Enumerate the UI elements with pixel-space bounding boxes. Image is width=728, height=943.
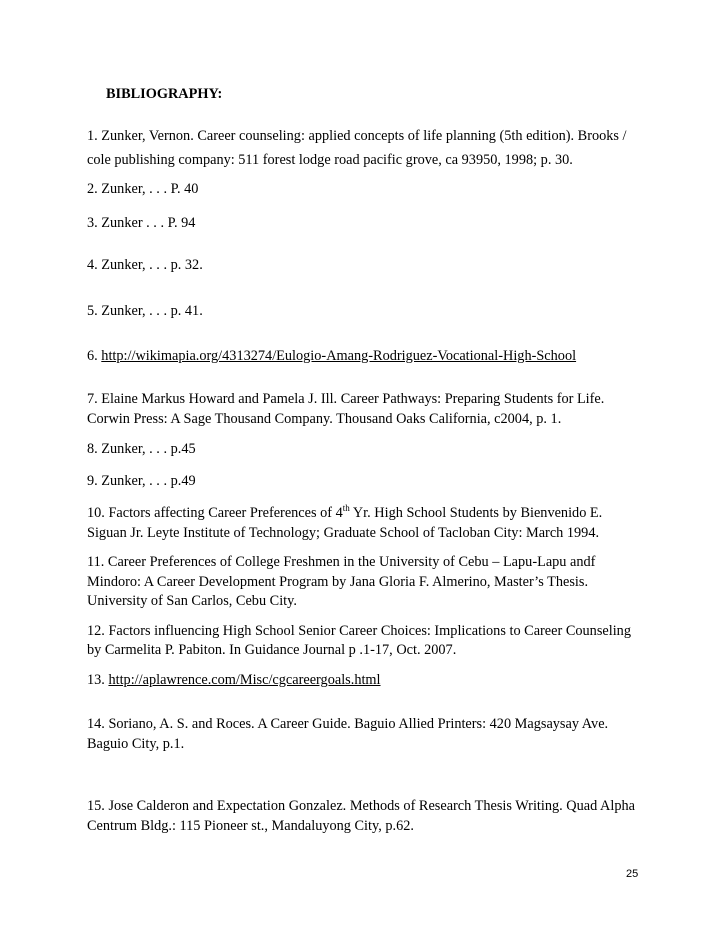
entry-3: 3. Zunker . . . P. 94 (87, 215, 196, 231)
entry-11-line-1: 11. Career Preferences of College Freshmen in the University of Cebu – Lapu-Lapu andf (87, 554, 596, 570)
entry-10-line-1 (87, 504, 602, 523)
entry-11-line-2: Mindoro: A Career Development Program by Jana Gloria F. Almerino, Master’s Thesis. (87, 574, 589, 590)
entry-10-line-2: Siguan Jr. Leyte Institute of Technology; Graduate School of Tacloban City: March 1994. (87, 525, 600, 541)
entry-15-line-2: Centrum Bldg.: 115 Pioneer st., Mandaluyong City, p.62. (87, 818, 414, 834)
entry-15-line-1: 15. Jose Calderon and Expectation Gonzalez. Methods of Research Thesis Writing. Quad Alpha (87, 798, 636, 814)
entry-10-superscript: th (342, 503, 350, 514)
entry-10-text-b: Yr. High School Students by Bienvenido E. (349, 505, 603, 521)
entry-4: 4. Zunker, . . . p. 32. (87, 257, 203, 273)
entry-12-line-1: 12. Factors influencing High School Senior Career Choices: Implications to Career Counseling (87, 623, 631, 639)
entry-1-line-2: cole publishing company: 511 forest lodge road pacific grove, ca 93950, 1998; p. 30. (87, 152, 573, 168)
entry-9: 9. Zunker, . . . p.49 (87, 473, 196, 489)
page-number: 25 (626, 868, 639, 880)
entry-5: 5. Zunker, . . . p. 41. (87, 303, 203, 319)
entry-6 (87, 347, 576, 366)
entry-13 (87, 671, 381, 690)
entry-6-link[interactable]: http://wikimapia.org/4313274/Eulogio-Amang-Rodriguez-Vocational-High-School (101, 348, 577, 364)
entry-13-number: 13. (87, 672, 109, 688)
entry-11-line-3: University of San Carlos, Cebu City. (87, 593, 297, 609)
entry-7-line-1: 7. Elaine Markus Howard and Pamela J. Ill. Career Pathways: Preparing Students for Life. (87, 391, 605, 407)
entry-14-line-2: Baguio City, p.1. (87, 736, 185, 752)
entry-10-text-a: 10. Factors affecting Career Preferences of 4 (87, 505, 343, 521)
entry-2: 2. Zunker, . . . P. 40 (87, 181, 199, 197)
bibliography-heading: BIBLIOGRAPHY: (106, 86, 223, 102)
entry-6-number: 6. (87, 348, 102, 364)
entry-13-link[interactable]: http://aplawrence.com/Misc/cgcareergoals.html (108, 672, 381, 688)
entry-14-line-1: 14. Soriano, A. S. and Roces. A Career Guide. Baguio Allied Printers: 420 Magsaysay Ave. (87, 716, 609, 732)
entry-12-line-2: by Carmelita P. Pabiton. In Guidance Journal p .1-17, Oct. 2007. (87, 642, 457, 658)
entry-7-line-2: Corwin Press: A Sage Thousand Company. Thousand Oaks California, c2004, p. 1. (87, 411, 562, 427)
entry-1-line-1: 1. Zunker, Vernon. Career counseling: applied concepts of life planning (5th edition). Brooks / (87, 128, 627, 144)
entry-8: 8. Zunker, . . . p.45 (87, 441, 196, 457)
